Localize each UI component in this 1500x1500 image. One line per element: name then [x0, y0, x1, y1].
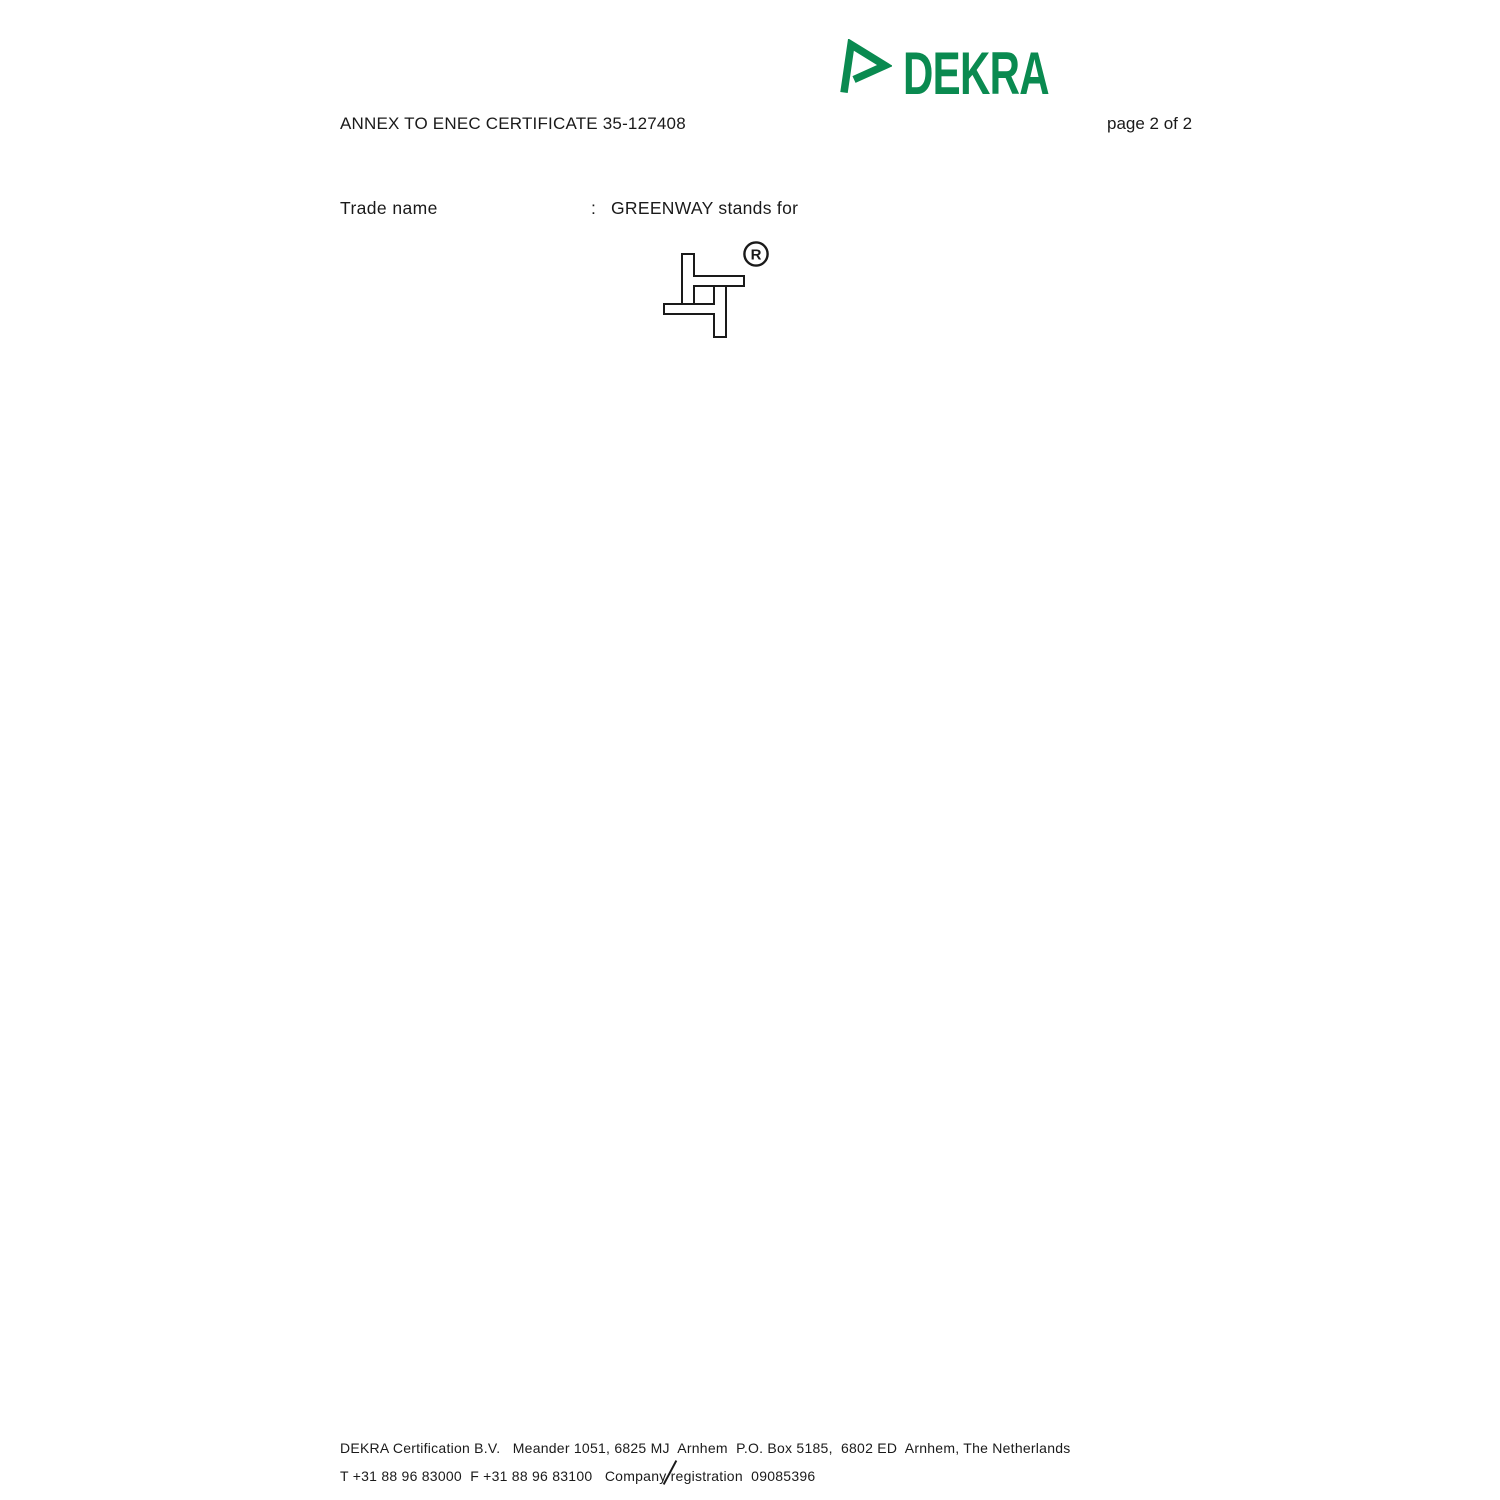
trade-name-colon: :: [591, 198, 596, 218]
registered-trademark-letter: R: [750, 246, 762, 264]
trade-name-value: GREENWAY stands for: [611, 198, 799, 218]
footer-address-line: DEKRA Certification B.V. Meander 1051, 6825 MJ Arnhem P.O. Box 5185, 6802 ED Arnhem, The Netherlands: [340, 1440, 1071, 1456]
dekra-wordmark: DEKRA: [903, 40, 1049, 107]
greenway-trademark-icon: [658, 248, 750, 344]
footer-contact-line: T +31 88 96 83000 F +31 88 96 83100 Company registration 09085396: [340, 1468, 816, 1484]
trade-name-label: Trade name: [340, 198, 438, 218]
page-indicator: page 2 of 2: [1107, 114, 1193, 133]
registered-trademark-icon: [742, 240, 770, 268]
annex-certificate-title: ANNEX TO ENEC CERTIFICATE 35-127408: [340, 114, 686, 133]
dekra-arrow-icon: [837, 39, 892, 97]
